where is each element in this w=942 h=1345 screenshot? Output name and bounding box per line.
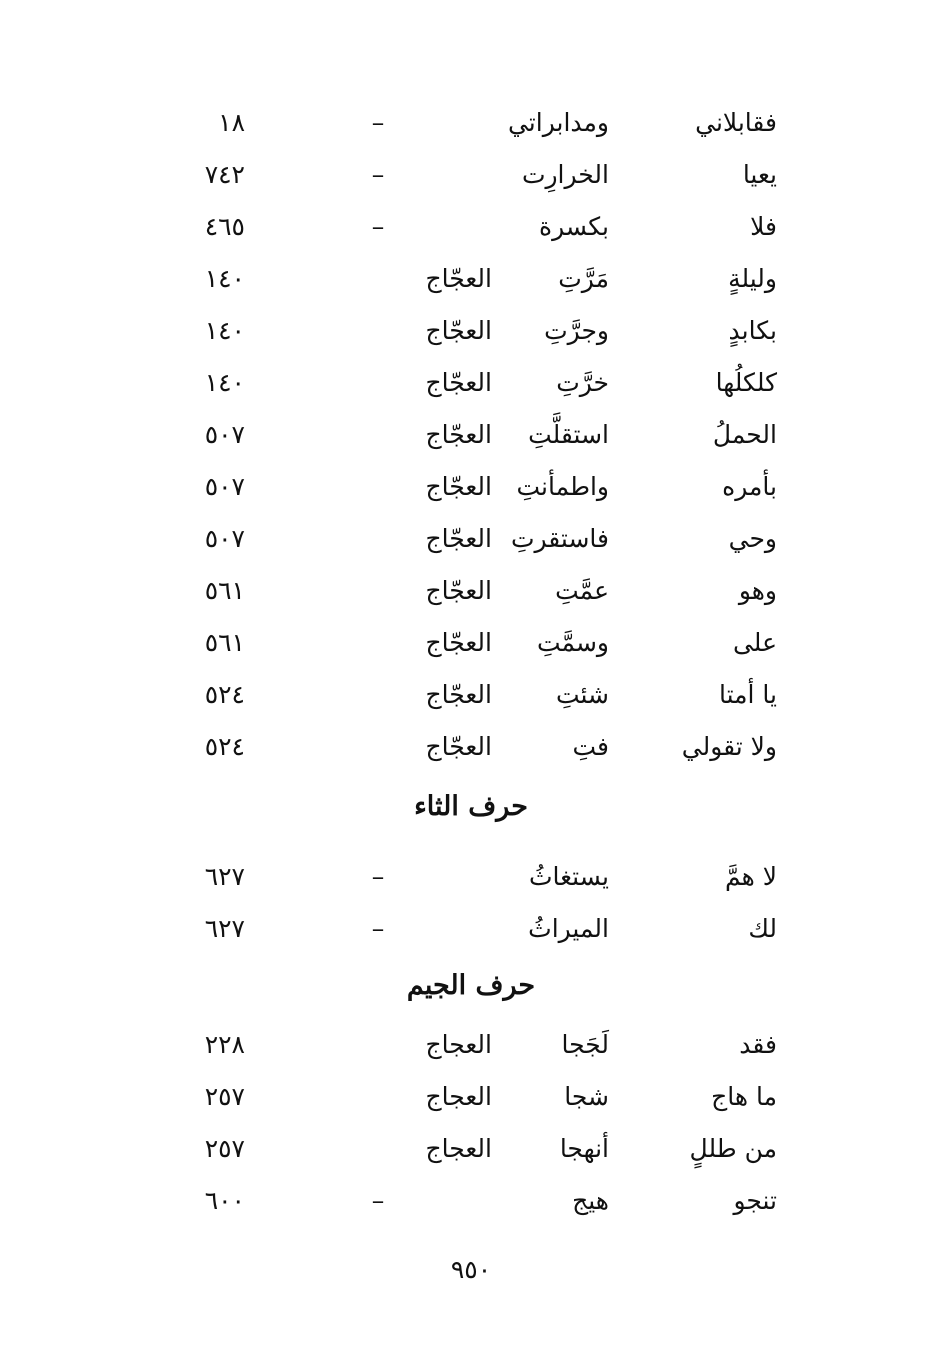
verse-first-word: فلا (750, 212, 777, 241)
index-row (0, 207, 942, 247)
verse-first-word: كلكلُها (715, 368, 777, 397)
verse-rhyme-word: خرَّتِ (556, 368, 609, 397)
dash-mark: – (371, 1186, 385, 1215)
page-number: ٩٥٠ (450, 1255, 492, 1284)
verse-first-word: بأمره (722, 472, 777, 501)
page-reference: ٥٢٤ (204, 732, 245, 761)
verse-rhyme-word: أنهجا (559, 1134, 609, 1163)
page-reference: ٦٢٧ (204, 862, 245, 891)
verse-rhyme-word: لَجَجا (561, 1030, 609, 1059)
index-row (0, 727, 942, 767)
poet-name: العجاج (425, 1082, 492, 1111)
index-row (0, 363, 942, 403)
verse-first-word: الحملُ (712, 420, 777, 449)
verse-rhyme-word: وسمَّتِ (536, 628, 609, 657)
index-row (0, 467, 942, 507)
section-heading: حرف الجيم (406, 970, 536, 1001)
page-reference: ٦٠٠ (204, 1186, 245, 1215)
index-row (0, 103, 942, 143)
index-row (0, 1129, 942, 1169)
page-reference: ١٨ (218, 108, 245, 137)
poet-name: العجّاج (425, 576, 492, 605)
verse-rhyme-word: يستغاثُ (528, 862, 609, 891)
index-row (0, 623, 942, 663)
index-row (0, 259, 942, 299)
verse-first-word: يا أمتا (718, 680, 777, 709)
verse-rhyme-word: عمَّتِ (555, 576, 609, 605)
verse-rhyme-word: فتِ (572, 732, 609, 761)
poet-name: العجاج (425, 1134, 492, 1163)
verse-first-word: يعيا (742, 160, 777, 189)
dash-mark: – (371, 160, 385, 189)
page-reference: ١٤٠ (204, 316, 245, 345)
verse-rhyme-word: الخرارِت (521, 160, 609, 189)
page-reference: ٥٠٧ (204, 472, 245, 501)
page-reference: ٢٢٨ (204, 1030, 245, 1059)
index-row (0, 415, 942, 455)
index-row (0, 1025, 942, 1065)
page-reference: ٥٢٤ (204, 680, 245, 709)
poet-name: العجّاج (425, 368, 492, 397)
verse-rhyme-word: بكسرة (539, 212, 609, 241)
page-reference: ٢٥٧ (204, 1082, 245, 1111)
verse-first-word: بكابدٍ (728, 316, 777, 345)
page-reference: ١٤٠ (204, 368, 245, 397)
verse-first-word: تنجو (733, 1186, 777, 1215)
page-reference: ٥٠٧ (204, 524, 245, 553)
verse-rhyme-word: شئتِ (555, 680, 609, 709)
verse-rhyme-word: استقلَّتِ (528, 420, 609, 449)
index-row (0, 519, 942, 559)
dash-mark: – (371, 108, 385, 137)
index-row (0, 857, 942, 897)
page-reference: ٢٥٧ (204, 1134, 245, 1163)
verse-rhyme-word: الميراثُ (528, 914, 609, 943)
verse-rhyme-word: فاستقرتِ (510, 524, 609, 553)
verse-first-word: لا همَّ (724, 862, 777, 891)
section-heading: حرف الثاء (414, 791, 528, 822)
verse-first-word: وليلةٍ (728, 264, 777, 293)
verse-first-word: وحي (728, 524, 777, 553)
poet-name: العجّاج (425, 524, 492, 553)
verse-first-word: وهو (738, 576, 777, 605)
index-row (0, 571, 942, 611)
poet-name: العجّاج (425, 264, 492, 293)
verse-first-word: لك (748, 914, 777, 943)
verse-first-word: ولا تقولي (681, 732, 777, 761)
verse-rhyme-word: وجرَّتِ (544, 316, 609, 345)
page-reference: ٧٤٢ (204, 160, 245, 189)
page-reference: ٥٦١ (204, 628, 245, 657)
poet-name: العجاج (425, 1030, 492, 1059)
page-reference: ٤٦٥ (204, 212, 245, 241)
dash-mark: – (371, 212, 385, 241)
poet-name: العجّاج (425, 628, 492, 657)
dash-mark: – (371, 862, 385, 891)
index-row (0, 1077, 942, 1117)
page-reference: ٦٢٧ (204, 914, 245, 943)
verse-rhyme-word: شجا (564, 1082, 609, 1111)
index-row (0, 675, 942, 715)
verse-first-word: على (732, 628, 777, 657)
index-row (0, 311, 942, 351)
verse-rhyme-word: واطمأنتِ (516, 472, 609, 501)
verse-first-word: فقابلاني (695, 108, 777, 137)
verse-rhyme-word: مَرَّتِ (558, 264, 609, 293)
page-reference: ٥٠٧ (204, 420, 245, 449)
index-row (0, 1181, 942, 1221)
verse-first-word: من طللٍ (689, 1134, 777, 1163)
page-reference: ٥٦١ (204, 576, 245, 605)
poet-name: العجّاج (425, 420, 492, 449)
index-row (0, 909, 942, 949)
verse-rhyme-word: هيج (572, 1186, 609, 1215)
page-reference: ١٤٠ (204, 264, 245, 293)
verse-first-word: فقد (739, 1030, 777, 1059)
poet-name: العجّاج (425, 472, 492, 501)
verse-first-word: ما هاج (711, 1082, 777, 1111)
index-row (0, 155, 942, 195)
poet-name: العجّاج (425, 680, 492, 709)
poet-name: العجّاج (425, 316, 492, 345)
verse-rhyme-word: ومدابراتي (507, 108, 609, 137)
dash-mark: – (371, 914, 385, 943)
poet-name: العجّاج (425, 732, 492, 761)
